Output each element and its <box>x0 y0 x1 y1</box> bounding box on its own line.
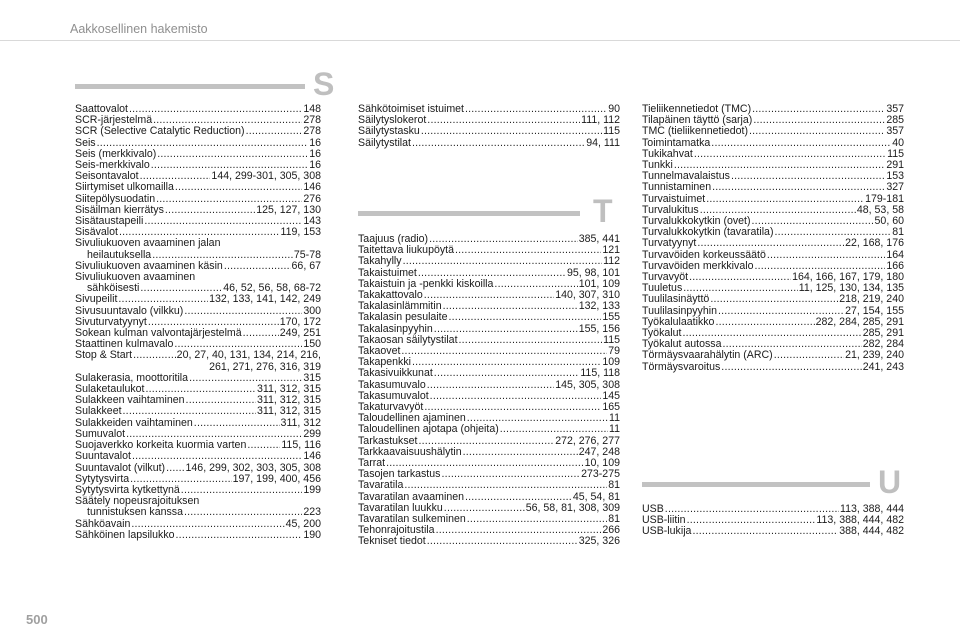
entry-pages[interactable]: 81 <box>892 226 904 239</box>
entry-term: Säilytystasku <box>358 125 420 138</box>
index-entry <box>358 138 620 149</box>
entry-pages[interactable]: 45, 54, 81 <box>572 490 620 503</box>
entry-term: Takasumuvalot <box>358 389 429 402</box>
index-column-2-s <box>358 104 620 149</box>
entry-term: tunnistuksen kanssa <box>87 506 183 519</box>
index-entry <box>642 182 904 193</box>
entry-term: Tavaratilan avaaminen <box>358 490 464 503</box>
entry-pages[interactable]: 165 <box>602 401 620 414</box>
entry-pages[interactable]: 199 <box>303 483 321 496</box>
entry-term: Sähköinen lapsilukko <box>75 528 175 541</box>
section-bar <box>642 482 870 487</box>
dot-leader <box>247 440 280 451</box>
dot-leader <box>123 406 256 417</box>
dot-leader <box>694 149 886 160</box>
index-entry <box>642 362 904 373</box>
entry-term: Takalasinlämmitin <box>358 300 442 313</box>
dot-leader <box>412 138 585 149</box>
entry-term: Taloudellinen ajaminen <box>358 412 466 425</box>
index-entry: Sivuliukuoven avaaminen <box>75 271 196 284</box>
dot-leader <box>500 424 608 435</box>
index-entry <box>358 126 620 137</box>
entry-pages[interactable]: 273-275 <box>581 468 620 481</box>
entry-pages[interactable]: 150 <box>303 338 321 351</box>
dot-leader <box>430 391 602 402</box>
entry-term: Työkalut <box>642 327 682 340</box>
dot-leader <box>427 115 580 126</box>
entry-pages[interactable]: 285, 291 <box>862 327 904 340</box>
entry-term: Sulakerasia, moottoritila <box>75 371 189 384</box>
section-letter: S <box>313 66 335 102</box>
entry-term: Takaistuin ja -penkki kiskoilla <box>358 277 494 290</box>
entry-pages[interactable]: 11 <box>609 423 620 436</box>
dot-leader <box>455 245 601 256</box>
entry-term: Sulakkeet <box>75 405 122 418</box>
entry-term: Suuntavalot <box>75 450 131 463</box>
entry-term: Törmäysvaroitus <box>642 360 721 373</box>
entry-pages[interactable]: 155 <box>602 311 620 324</box>
dot-leader <box>181 485 303 496</box>
entry-term: Tarrat <box>358 457 386 470</box>
entry-pages[interactable]: 11 <box>609 412 620 425</box>
dot-leader <box>665 504 839 515</box>
entry-term: Sivuliukuoven avaaminen käsin <box>75 259 223 272</box>
entry-pages[interactable]: 145 <box>602 389 620 402</box>
dot-leader <box>712 182 885 193</box>
entry-term: Sulaketaulukot <box>75 383 145 396</box>
entry-pages[interactable]: 170, 172 <box>279 315 321 328</box>
entry-term: Sytytysvirta kytkettynä <box>75 483 180 496</box>
entry-term: heilautuksella <box>87 248 152 261</box>
entry-pages[interactable]: 357 <box>886 125 904 138</box>
entry-pages[interactable]: 48, 53, 58 <box>856 203 904 216</box>
entry-term: Tuulilasinäyttö <box>642 293 710 306</box>
entry-pages[interactable]: 266 <box>602 524 620 537</box>
dot-leader <box>711 138 891 149</box>
dot-leader <box>692 526 838 537</box>
page-header-title: Aakkosellinen hakemisto <box>70 22 208 36</box>
entry-pages[interactable]: 115 <box>887 147 904 160</box>
entry-pages[interactable]: 282, 284 <box>862 338 904 351</box>
dot-leader <box>774 350 844 361</box>
entry-pages[interactable]: 95, 98, 101 <box>566 266 620 279</box>
index-entry <box>358 480 620 491</box>
dot-leader <box>689 272 791 283</box>
entry-term: Taajuus (radio) <box>358 233 429 245</box>
entry-term: Takaovet <box>358 345 401 358</box>
entry-term: TMC (tieliikennetiedot) <box>642 125 748 138</box>
entry-term: Tavaratilan luukku <box>358 501 443 514</box>
entry-term: Turvalukkokytkin (tavaratila) <box>642 226 774 239</box>
index-entry <box>642 526 904 537</box>
dot-leader <box>184 507 302 518</box>
entry-term: Tilapäinen täyttö (sarja) <box>642 114 753 127</box>
entry-pages[interactable]: 311, 312, 315 <box>256 405 321 418</box>
entry-term: Takapenkki <box>358 356 411 369</box>
section-heading-t <box>358 193 638 229</box>
dot-leader <box>246 126 303 137</box>
index-entry <box>75 294 321 305</box>
dot-leader <box>427 380 554 391</box>
entry-term: Taloudellinen ajotapa (ohjeita) <box>358 423 499 436</box>
entry-pages[interactable]: 10, 109 <box>584 457 620 470</box>
entry-term: Sivuturvatyynyt <box>75 315 147 328</box>
entry-term: Tarkastukset <box>358 434 418 447</box>
entry-pages[interactable]: 20, 27, 40, 131, 134, 214, 216, <box>176 349 321 362</box>
index-entry: 261, 271, 276, 316, 319 <box>209 360 321 373</box>
entry-term: Sokean kulman valvontajärjestelmä <box>75 327 242 340</box>
entry-pages[interactable]: 46, 52, 56, 58, 68-72 <box>223 282 321 295</box>
entry-term: Sisävalot <box>75 226 118 239</box>
entry-pages[interactable]: 148 <box>303 103 321 115</box>
entry-pages[interactable]: 146 <box>303 181 321 194</box>
entry-pages[interactable]: 115, 118 <box>580 367 620 380</box>
entry-pages[interactable]: 112 <box>603 255 620 268</box>
entry-pages[interactable]: 146, 299, 302, 303, 305, 308 <box>185 461 321 474</box>
section-bar <box>75 84 305 89</box>
entry-pages[interactable]: 140, 307, 310 <box>555 289 620 302</box>
entry-term: Työkalut autossa <box>642 338 722 351</box>
dot-leader <box>449 312 602 323</box>
section-heading-s <box>75 66 340 102</box>
entry-pages[interactable]: 325, 326 <box>578 535 620 548</box>
entry-term: Seis (merkkivalo) <box>75 147 157 160</box>
page-number: 500 <box>26 612 48 627</box>
entry-term: Takaistuimet <box>358 266 417 279</box>
index-entry <box>642 350 904 361</box>
entry-term: Tieliikennetiedot (TMC) <box>642 103 752 115</box>
entry-pages[interactable]: 113, 388, 444, 482 <box>816 514 904 527</box>
entry-term: Takasivuikkunat <box>358 367 433 380</box>
dot-leader <box>133 350 176 361</box>
entry-term: Turvatyynyt <box>642 237 697 250</box>
index-entry <box>358 424 620 435</box>
entry-term: USB-lukija <box>642 525 692 538</box>
entry-pages[interactable]: 166 <box>886 259 904 272</box>
entry-pages[interactable]: 40 <box>892 136 904 149</box>
section-letter: T <box>593 193 613 229</box>
dot-leader <box>706 194 864 205</box>
entry-term: Törmäysvaarahälytin (ARC) <box>642 349 773 362</box>
entry-pages[interactable]: 121 <box>602 244 620 257</box>
entry-pages[interactable]: 144, 299-301, 305, 308 <box>211 170 321 183</box>
entry-term: Taitettava liukupöytä <box>358 244 454 257</box>
entry-term: USB <box>642 503 664 515</box>
entry-term: Suuntavalot (vilkut) <box>75 461 166 474</box>
dot-leader <box>687 515 816 526</box>
dot-leader <box>412 357 601 368</box>
index-column-3-t <box>642 104 904 373</box>
entry-pages[interactable]: 153 <box>886 170 904 183</box>
entry-pages[interactable]: 27, 154, 155 <box>845 304 904 317</box>
index-entry <box>358 447 620 458</box>
entry-pages[interactable]: 311, 312 <box>280 416 321 429</box>
index-entry <box>642 149 904 160</box>
entry-term: Takaturvavyöt <box>358 401 424 414</box>
entry-term: Sumuvalot <box>75 427 126 440</box>
entry-term: Tunnelmavalaistus <box>642 170 730 183</box>
entry-pages[interactable]: 75-78 <box>293 248 321 261</box>
entry-pages[interactable]: 278 <box>303 125 321 138</box>
entry-pages[interactable]: 66, 67 <box>291 259 321 272</box>
entry-term: Seis-merkkivalo <box>75 159 150 172</box>
entry-pages[interactable]: 291 <box>886 159 904 172</box>
entry-pages[interactable]: 115 <box>603 333 620 346</box>
entry-term: Sisäilman kierrätys <box>75 203 164 216</box>
entry-term: Työkalulaatikko <box>642 315 715 328</box>
entry-pages[interactable]: 115 <box>603 125 620 138</box>
entry-term: Turvalukkokytkin (ovet) <box>642 215 751 228</box>
entry-pages[interactable]: 101, 109 <box>578 277 620 290</box>
entry-pages[interactable]: 115, 116 <box>281 439 321 452</box>
index-entry <box>358 312 620 323</box>
entry-term: Säilytystilat <box>358 136 411 149</box>
entry-term: Saattovalot <box>75 103 129 115</box>
section-bar <box>358 211 580 216</box>
entry-term: Sisätaustapeili <box>75 215 144 228</box>
entry-pages[interactable]: 327 <box>886 181 904 194</box>
entry-pages[interactable]: 16 <box>309 136 321 149</box>
entry-pages[interactable]: 285 <box>886 114 904 127</box>
dot-leader <box>459 335 603 346</box>
index-entry <box>75 406 321 417</box>
index-entry <box>75 530 321 541</box>
entry-term: Tunkki <box>642 159 673 172</box>
entry-term: Tunnistaminen <box>642 181 712 194</box>
dot-leader <box>175 182 302 193</box>
index-entry <box>642 294 904 305</box>
entry-pages[interactable]: 146 <box>303 450 321 463</box>
entry-term: Tuuletus <box>642 282 683 295</box>
entry-pages[interactable]: 90 <box>608 103 620 115</box>
entry-term: Siirtymiset ulkomailla <box>75 181 174 194</box>
entry-pages[interactable]: 125, 127, 130 <box>256 203 321 216</box>
entry-term: Turvavöiden korkeussäätö <box>642 248 766 261</box>
entry-pages[interactable]: 79 <box>608 345 620 358</box>
entry-term: Takaosan säilytystilat <box>358 333 458 346</box>
entry-pages[interactable]: 282, 284, 285, 291 <box>815 315 904 328</box>
dot-leader <box>194 418 280 429</box>
dot-leader <box>436 525 602 536</box>
index-entry: Sivuliukuoven avaaminen jalan <box>75 237 221 250</box>
entry-pages[interactable]: 16 <box>309 159 321 172</box>
dot-leader <box>424 290 554 301</box>
entry-pages[interactable]: 132, 133, 141, 142, 249 <box>209 293 321 306</box>
dot-leader <box>403 256 603 267</box>
section-heading-u <box>642 464 922 500</box>
entry-pages[interactable]: 22, 168, 176 <box>845 237 904 250</box>
entry-pages[interactable]: 50, 60 <box>874 215 904 228</box>
dot-leader <box>224 261 291 272</box>
entry-pages[interactable]: 16 <box>309 147 321 160</box>
index-entry <box>75 126 321 137</box>
entry-pages[interactable]: 164 <box>886 248 904 261</box>
dot-leader <box>129 104 302 115</box>
entry-pages[interactable]: 190 <box>303 528 321 541</box>
dot-leader <box>697 238 844 249</box>
dot-leader <box>721 362 861 373</box>
dot-leader <box>752 104 885 115</box>
entry-term: Sulakkeiden vaihtaminen <box>75 416 193 429</box>
entry-pages[interactable]: 249, 251 <box>279 327 321 340</box>
entry-pages[interactable]: 164, 166, 167, 179, 180 <box>792 271 904 284</box>
dot-leader <box>427 536 578 547</box>
entry-pages[interactable]: 155, 156 <box>578 322 620 335</box>
entry-pages[interactable]: 272, 276, 277 <box>555 434 620 447</box>
index-entry: Säätely nopeusrajoituksen <box>75 495 200 508</box>
entry-pages[interactable]: 223 <box>303 506 321 519</box>
dot-leader <box>243 328 279 339</box>
entry-term: Turvalukitus <box>642 203 699 216</box>
entry-pages[interactable]: 143 <box>303 215 321 228</box>
entry-pages[interactable]: 132, 133 <box>578 300 620 313</box>
dot-leader <box>166 463 184 474</box>
entry-term: Takasumuvalo <box>358 378 426 391</box>
entry-pages[interactable]: 197, 199, 400, 456 <box>232 472 321 485</box>
entry-term: Tavaratila <box>358 479 404 492</box>
entry-pages[interactable]: 94, 111 <box>586 136 620 149</box>
entry-term: Turvaistuimet <box>642 192 706 205</box>
entry-pages[interactable]: 241, 243 <box>862 360 904 373</box>
entry-term: Sivupeilit <box>75 293 118 306</box>
entry-pages[interactable]: 81 <box>608 479 620 492</box>
entry-term: Sähkötoimiset istuimet <box>358 103 464 115</box>
index-entry <box>75 507 321 518</box>
entry-term: Stop & Start <box>75 349 133 362</box>
entry-term: Turvavöiden merkkivalo <box>642 259 754 272</box>
entry-term: Siitepölysuodatin <box>75 192 156 205</box>
entry-term: Tehonrajoitustila <box>358 524 435 537</box>
entry-term: Takahylly <box>358 255 402 268</box>
entry-pages[interactable]: 388, 444, 482 <box>839 525 904 538</box>
entry-term: Seis <box>75 136 96 149</box>
dot-leader <box>731 171 885 182</box>
entry-term: Tukikahvat <box>642 147 693 160</box>
dot-leader <box>443 301 578 312</box>
index-column-2-t <box>358 234 620 548</box>
entry-term: Sähköavain <box>75 517 131 530</box>
entry-pages[interactable]: 315 <box>303 371 321 384</box>
entry-pages[interactable]: 300 <box>303 304 321 317</box>
entry-pages[interactable]: 299 <box>303 427 321 440</box>
entry-pages[interactable]: 278 <box>303 114 321 127</box>
entry-term: Takakattovalo <box>358 289 423 302</box>
dot-leader <box>467 514 607 525</box>
dot-leader <box>421 126 602 137</box>
entry-pages[interactable]: 179-181 <box>865 192 904 205</box>
entry-term: Turvavyöt <box>642 271 689 284</box>
entry-pages[interactable]: 385, 441 <box>578 233 620 245</box>
index-entry <box>642 238 904 249</box>
dot-leader <box>715 317 814 328</box>
index-entry <box>75 182 321 193</box>
index-entry <box>358 368 620 379</box>
entry-term: Tuulilasinpyyhin <box>642 304 717 317</box>
dot-leader <box>165 205 255 216</box>
dot-leader <box>157 149 308 160</box>
dot-leader <box>434 368 580 379</box>
entry-term: Tekniset tiedot <box>358 535 426 548</box>
dot-leader <box>401 346 607 357</box>
entry-term: Seisontavalot <box>75 170 139 183</box>
index-entry <box>642 126 904 137</box>
index-entry <box>358 536 620 547</box>
entry-term: SCR (Selective Catalytic Reduction) <box>75 125 245 138</box>
entry-term: Sytytysvirta <box>75 472 130 485</box>
entry-pages[interactable]: 109 <box>602 356 620 369</box>
entry-term: Sulakkeen vaihtaminen <box>75 394 185 407</box>
entry-term: Takalasin pesulaite <box>358 311 448 324</box>
index-entry <box>75 350 321 361</box>
dot-leader <box>132 451 302 462</box>
dot-leader <box>176 530 303 541</box>
entry-pages[interactable]: 311, 312, 315 <box>256 383 321 396</box>
entry-term: USB-liitin <box>642 514 686 527</box>
entry-term: Tarkkaavaisuushälytin <box>358 445 462 458</box>
entry-pages[interactable]: 311, 312, 315 <box>256 394 321 407</box>
entry-term: Suojaverkko korkeita kuormia varten <box>75 439 247 452</box>
dot-leader <box>404 480 607 491</box>
dot-leader <box>749 126 885 137</box>
index-column-1 <box>75 104 321 541</box>
entry-term: Tasojen tarkastus <box>358 468 441 481</box>
entry-term: Sivusuuntavalo (vilkku) <box>75 304 184 317</box>
dot-leader <box>441 469 580 480</box>
dot-leader <box>753 115 885 126</box>
index-column-3-u <box>642 504 904 538</box>
entry-term: sähköisesti <box>87 282 140 295</box>
dot-leader <box>118 294 208 305</box>
entry-pages[interactable]: 247, 248 <box>578 445 620 458</box>
entry-term: Toimintamatka <box>642 136 711 149</box>
entry-pages[interactable]: 111, 112 <box>581 114 620 127</box>
dot-leader <box>186 395 256 406</box>
entry-term: Säilytyslokerot <box>358 114 427 127</box>
entry-pages[interactable]: 11, 125, 130, 134, 135 <box>798 282 904 295</box>
dot-leader <box>463 447 578 458</box>
entry-pages[interactable]: 357 <box>886 103 904 115</box>
entry-pages[interactable]: 56, 58, 81, 308, 309 <box>525 501 620 514</box>
entry-pages[interactable]: 113, 388, 444 <box>839 503 904 515</box>
entry-pages[interactable]: 145, 305, 308 <box>555 378 620 391</box>
header-divider <box>0 40 960 41</box>
entry-pages[interactable]: 218, 219, 240 <box>839 293 904 306</box>
entry-pages[interactable]: 45, 200 <box>285 517 321 530</box>
dot-leader <box>710 294 838 305</box>
entry-term: SCR-järjestelmä <box>75 114 153 127</box>
entry-term: Staattinen kulmavalo <box>75 338 174 351</box>
dot-leader <box>144 216 302 227</box>
index-entry <box>75 451 321 462</box>
dot-leader <box>767 250 885 261</box>
section-letter: U <box>878 464 902 500</box>
entry-pages[interactable]: 81 <box>608 513 620 526</box>
entry-pages[interactable]: 119, 153 <box>280 226 321 239</box>
entry-term: Takalasinpyyhin <box>358 322 433 335</box>
entry-term: Tavaratilan sulkeminen <box>358 513 466 526</box>
entry-pages[interactable]: 276 <box>303 192 321 205</box>
index-entry <box>358 256 620 267</box>
entry-pages[interactable]: 21, 239, 240 <box>845 349 904 362</box>
